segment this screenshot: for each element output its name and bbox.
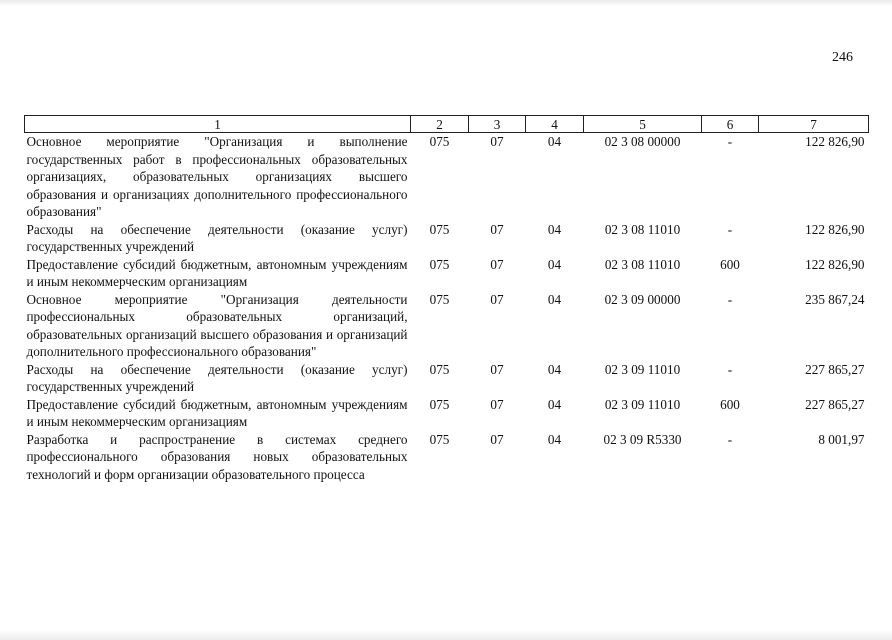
row-section: 07 bbox=[490, 134, 504, 149]
row-name: Основное мероприятие "Организация и выполнение государственных работ в профессиональных образовательных организациях, образовательных организациях высшего образования и организациях дополнительного профессионального образования" bbox=[26, 134, 408, 219]
row-expense-type: - bbox=[727, 361, 733, 377]
row-expense-type: 600 bbox=[720, 396, 740, 412]
row-expense-type: - bbox=[727, 291, 733, 307]
row-subsection: 04 bbox=[547, 396, 562, 412]
budget-table bbox=[24, 115, 869, 483]
row-ministry-code: 075 bbox=[429, 291, 450, 307]
row-target-article: 02 3 09 00000 bbox=[604, 291, 681, 307]
row-target-article: 02 3 08 11010 bbox=[604, 256, 681, 272]
header-col-7: 7 bbox=[759, 116, 869, 133]
header-col-2: 2 bbox=[411, 116, 469, 133]
row-amount: 227 865,27 bbox=[805, 361, 865, 377]
row-ministry-code: 075 bbox=[429, 396, 450, 412]
table-row bbox=[25, 221, 869, 256]
table-header-row bbox=[25, 116, 869, 133]
row-name: Основное мероприятие "Организация деятельности профессиональных образовательных организаций, образовательных организаций высшего образования и организаций дополнительного профессионального образования" bbox=[26, 291, 408, 359]
row-section: 07 bbox=[490, 256, 504, 272]
row-subsection: 04 bbox=[547, 291, 562, 307]
table-row bbox=[25, 291, 869, 361]
table-row bbox=[25, 431, 869, 484]
row-expense-type: - bbox=[727, 134, 733, 149]
row-expense-type: - bbox=[727, 431, 733, 447]
table-row bbox=[25, 396, 869, 431]
row-expense-type: - bbox=[727, 221, 733, 237]
row-section: 07 bbox=[490, 396, 504, 412]
row-subsection: 04 bbox=[547, 134, 562, 149]
row-target-article: 02 3 09 R5330 bbox=[603, 431, 682, 447]
row-amount: 122 826,90 bbox=[805, 221, 865, 237]
row-target-article: 02 3 09 11010 bbox=[604, 361, 681, 377]
row-subsection: 04 bbox=[547, 221, 562, 237]
table-row bbox=[25, 133, 869, 221]
row-amount: 122 826,90 bbox=[805, 256, 865, 272]
row-target-article: 02 3 08 00000 bbox=[604, 134, 681, 149]
row-section: 07 bbox=[490, 221, 504, 237]
page-number: 246 bbox=[832, 50, 853, 65]
row-expense-type: 600 bbox=[720, 256, 740, 272]
row-ministry-code: 075 bbox=[429, 256, 450, 272]
row-target-article: 02 3 09 11010 bbox=[604, 396, 681, 412]
row-name: Разработка и распространение в системах среднего профессионального образования новых образовательных технологий и форм организации образовательного процесса bbox=[26, 431, 408, 482]
row-section: 07 bbox=[490, 291, 504, 307]
header-col-6: 6 bbox=[702, 116, 759, 133]
row-name: Расходы на обеспечение деятельности (оказание услуг) государственных учреждений bbox=[26, 361, 408, 394]
table-row bbox=[25, 361, 869, 396]
row-subsection: 04 bbox=[547, 431, 562, 447]
scan-edge-top bbox=[0, 0, 892, 6]
row-name: Предоставление субсидий бюджетным, автономным учреждениям и иным некоммерческим организациям bbox=[26, 396, 408, 429]
header-col-4: 4 bbox=[526, 116, 584, 133]
row-target-article: 02 3 08 11010 bbox=[604, 221, 681, 237]
row-ministry-code: 075 bbox=[429, 134, 450, 149]
row-section: 07 bbox=[490, 361, 504, 377]
row-subsection: 04 bbox=[547, 256, 562, 272]
row-name: Расходы на обеспечение деятельности (оказание услуг) государственных учреждений bbox=[26, 221, 408, 254]
header-col-1: 1 bbox=[25, 116, 411, 133]
row-amount: 227 865,27 bbox=[805, 396, 865, 412]
row-ministry-code: 075 bbox=[429, 221, 450, 237]
row-subsection: 04 bbox=[547, 361, 562, 377]
scan-edge-bottom bbox=[0, 630, 892, 640]
row-section: 07 bbox=[490, 431, 504, 447]
row-name: Предоставление субсидий бюджетным, автономным учреждениям и иным некоммерческим организациям bbox=[26, 256, 408, 289]
header-col-3: 3 bbox=[469, 116, 526, 133]
row-amount: 235 867,24 bbox=[805, 291, 865, 307]
row-amount: 122 826,90 bbox=[805, 134, 865, 149]
row-amount: 8 001,97 bbox=[818, 431, 865, 447]
table-row bbox=[25, 256, 869, 291]
row-ministry-code: 075 bbox=[429, 431, 450, 447]
header-col-5: 5 bbox=[584, 116, 702, 133]
row-ministry-code: 075 bbox=[429, 361, 450, 377]
